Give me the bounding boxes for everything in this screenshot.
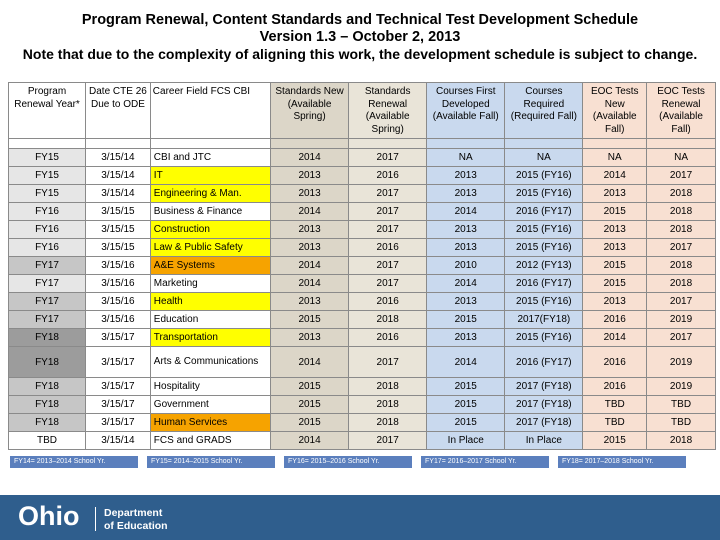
cell-eoc-renewal: 2019 bbox=[647, 378, 716, 396]
table-row bbox=[9, 149, 716, 167]
legend-item: FY15= 2014–2015 School Yr. bbox=[147, 456, 275, 468]
table-row bbox=[9, 239, 716, 257]
cell-standards-new: 2015 bbox=[271, 311, 349, 329]
cell-courses-first: 2015 bbox=[427, 378, 505, 396]
cell-courses-first: 2013 bbox=[427, 221, 505, 239]
cell-date: 3/15/17 bbox=[86, 347, 151, 378]
header-career-field: Career Field FCS CBI bbox=[150, 83, 270, 139]
cell-date: 3/15/15 bbox=[86, 239, 151, 257]
cell-standards-new: 2013 bbox=[271, 329, 349, 347]
table-row bbox=[9, 185, 716, 203]
cell-courses-required: 2016 (FY17) bbox=[505, 347, 583, 378]
cell-standards-new: 2015 bbox=[271, 414, 349, 432]
header-eoc-new: EOC Tests New (Available Fall) bbox=[583, 83, 647, 139]
cell-eoc-renewal: NA bbox=[647, 149, 716, 167]
cell-courses-first: 2015 bbox=[427, 396, 505, 414]
cell-eoc-renewal: 2017 bbox=[647, 329, 716, 347]
legend-item: FY17= 2016–2017 School Yr. bbox=[421, 456, 549, 468]
header-renewal-year: Program Renewal Year* bbox=[9, 83, 86, 139]
cell-year: FY16 bbox=[9, 203, 86, 221]
cell-standards-renewal: 2018 bbox=[349, 414, 427, 432]
cell-eoc-new: 2015 bbox=[583, 275, 647, 293]
cell-eoc-renewal: 2017 bbox=[647, 167, 716, 185]
cell-eoc-new: 2016 bbox=[583, 347, 647, 378]
department-line-2: of Education bbox=[104, 520, 168, 532]
cell-standards-new: 2013 bbox=[271, 185, 349, 203]
cell-eoc-new: 2013 bbox=[583, 293, 647, 311]
cell-courses-first: 2014 bbox=[427, 347, 505, 378]
cell-standards-new: 2014 bbox=[271, 203, 349, 221]
cell-standards-new: 2013 bbox=[271, 221, 349, 239]
cell-year: FY18 bbox=[9, 347, 86, 378]
document-title: Program Renewal, Content Standards and Technical Test Development Schedule bbox=[81, 12, 639, 28]
cell-date: 3/15/14 bbox=[86, 149, 151, 167]
cell-courses-first: 2013 bbox=[427, 185, 505, 203]
cell-date: 3/15/14 bbox=[86, 185, 151, 203]
table-row bbox=[9, 347, 716, 378]
cell-career-field: Business & Finance bbox=[150, 203, 270, 221]
cell-date: 3/15/15 bbox=[86, 221, 151, 239]
cell-eoc-new: 2013 bbox=[583, 239, 647, 257]
table-row bbox=[9, 396, 716, 414]
cell-standards-renewal: 2017 bbox=[349, 203, 427, 221]
cell-courses-first: NA bbox=[427, 149, 505, 167]
cell-eoc-renewal: 2018 bbox=[647, 185, 716, 203]
cell-year: FY17 bbox=[9, 293, 86, 311]
cell-courses-required: 2015 (FY16) bbox=[505, 185, 583, 203]
cell-eoc-new: 2015 bbox=[583, 257, 647, 275]
cell-career-field: Construction bbox=[150, 221, 270, 239]
cell-courses-required: 2017(FY18) bbox=[505, 311, 583, 329]
footer-bar bbox=[0, 495, 720, 540]
cell-year: FY18 bbox=[9, 378, 86, 396]
table-header-row bbox=[9, 83, 716, 139]
cell-courses-first: 2013 bbox=[427, 329, 505, 347]
table-spacer-row bbox=[9, 139, 716, 149]
cell-year: FY18 bbox=[9, 396, 86, 414]
header-courses-required: Courses Required (Required Fall) bbox=[505, 83, 583, 139]
cell-courses-first: 2015 bbox=[427, 311, 505, 329]
cell-career-field: IT bbox=[150, 167, 270, 185]
table-row bbox=[9, 293, 716, 311]
cell-courses-required: 2016 (FY17) bbox=[505, 203, 583, 221]
header-standards-new: Standards New (Available Spring) bbox=[271, 83, 349, 139]
cell-eoc-new: 2016 bbox=[583, 311, 647, 329]
cell-eoc-new: 2013 bbox=[583, 221, 647, 239]
cell-eoc-renewal: TBD bbox=[647, 414, 716, 432]
ohio-logo: Ohio bbox=[18, 501, 80, 531]
cell-date: 3/15/17 bbox=[86, 414, 151, 432]
cell-year: FY15 bbox=[9, 185, 86, 203]
header-date-due: Date CTE 26 Due to ODE bbox=[86, 83, 151, 139]
cell-date: 3/15/17 bbox=[86, 329, 151, 347]
cell-eoc-new: TBD bbox=[583, 396, 647, 414]
cell-date: 3/15/17 bbox=[86, 378, 151, 396]
cell-career-field: A&E Systems bbox=[150, 257, 270, 275]
table-row bbox=[9, 167, 716, 185]
table-row bbox=[9, 378, 716, 396]
cell-courses-required: NA bbox=[505, 149, 583, 167]
cell-courses-required: 2017 (FY18) bbox=[505, 396, 583, 414]
header-eoc-renewal: EOC Tests Renewal (Available Fall) bbox=[647, 83, 716, 139]
cell-eoc-new: 2014 bbox=[583, 167, 647, 185]
document-version: Version 1.3 – October 2, 2013 bbox=[259, 29, 461, 45]
cell-date: 3/15/16 bbox=[86, 293, 151, 311]
fiscal-year-legend bbox=[10, 456, 714, 468]
cell-date: 3/15/16 bbox=[86, 311, 151, 329]
cell-courses-required: 2015 (FY16) bbox=[505, 221, 583, 239]
cell-courses-required: 2015 (FY16) bbox=[505, 167, 583, 185]
cell-courses-first: 2013 bbox=[427, 239, 505, 257]
cell-career-field: CBI and JTC bbox=[150, 149, 270, 167]
cell-eoc-new: 2015 bbox=[583, 432, 647, 450]
cell-standards-renewal: 2018 bbox=[349, 311, 427, 329]
cell-standards-renewal: 2017 bbox=[349, 185, 427, 203]
cell-career-field: Marketing bbox=[150, 275, 270, 293]
legend-item: FY16= 2015–2016 School Yr. bbox=[284, 456, 412, 468]
table-row bbox=[9, 432, 716, 450]
cell-courses-required: In Place bbox=[505, 432, 583, 450]
cell-courses-required: 2017 (FY18) bbox=[505, 378, 583, 396]
document-note: Note that due to the complexity of aligning this work, the development schedule is subject to change. bbox=[22, 46, 698, 62]
schedule-table bbox=[8, 82, 716, 450]
cell-year: FY15 bbox=[9, 167, 86, 185]
cell-standards-new: 2014 bbox=[271, 432, 349, 450]
cell-courses-required: 2016 (FY17) bbox=[505, 275, 583, 293]
cell-eoc-renewal: 2017 bbox=[647, 239, 716, 257]
cell-eoc-new: 2013 bbox=[583, 185, 647, 203]
cell-career-field: FCS and GRADS bbox=[150, 432, 270, 450]
cell-eoc-renewal: 2019 bbox=[647, 347, 716, 378]
cell-year: FY17 bbox=[9, 257, 86, 275]
cell-eoc-renewal: 2018 bbox=[647, 203, 716, 221]
cell-eoc-new: 2015 bbox=[583, 203, 647, 221]
cell-standards-new: 2015 bbox=[271, 378, 349, 396]
table-row bbox=[9, 414, 716, 432]
cell-year: FY16 bbox=[9, 221, 86, 239]
logo-divider bbox=[95, 507, 96, 531]
cell-standards-renewal: 2017 bbox=[349, 432, 427, 450]
cell-career-field: Government bbox=[150, 396, 270, 414]
table-row bbox=[9, 311, 716, 329]
cell-standards-renewal: 2017 bbox=[349, 275, 427, 293]
legend-item: FY18= 2017–2018 School Yr. bbox=[558, 456, 686, 468]
cell-date: 3/15/17 bbox=[86, 396, 151, 414]
cell-eoc-renewal: 2018 bbox=[647, 275, 716, 293]
cell-courses-first: 2013 bbox=[427, 293, 505, 311]
table-row bbox=[9, 221, 716, 239]
cell-courses-required: 2017 (FY18) bbox=[505, 414, 583, 432]
cell-standards-new: 2014 bbox=[271, 149, 349, 167]
cell-year: FY18 bbox=[9, 414, 86, 432]
cell-career-field: Education bbox=[150, 311, 270, 329]
cell-career-field: Human Services bbox=[150, 414, 270, 432]
cell-eoc-renewal: TBD bbox=[647, 396, 716, 414]
cell-courses-required: 2015 (FY16) bbox=[505, 293, 583, 311]
cell-career-field: Hospitality bbox=[150, 378, 270, 396]
header-standards-renewal: Standards Renewal (Available Spring) bbox=[349, 83, 427, 139]
cell-courses-required: 2012 (FY13) bbox=[505, 257, 583, 275]
cell-year: FY15 bbox=[9, 149, 86, 167]
cell-courses-required: 2015 (FY16) bbox=[505, 329, 583, 347]
cell-standards-renewal: 2018 bbox=[349, 378, 427, 396]
cell-standards-new: 2013 bbox=[271, 167, 349, 185]
department-line-1: Department bbox=[104, 507, 163, 519]
cell-year: FY17 bbox=[9, 311, 86, 329]
cell-standards-new: 2015 bbox=[271, 396, 349, 414]
table-row bbox=[9, 203, 716, 221]
cell-standards-new: 2014 bbox=[271, 347, 349, 378]
cell-courses-first: 2015 bbox=[427, 414, 505, 432]
cell-courses-first: 2013 bbox=[427, 167, 505, 185]
cell-career-field: Health bbox=[150, 293, 270, 311]
cell-standards-renewal: 2016 bbox=[349, 329, 427, 347]
cell-eoc-new: 2016 bbox=[583, 378, 647, 396]
cell-courses-required: 2015 (FY16) bbox=[505, 239, 583, 257]
cell-courses-first: 2014 bbox=[427, 275, 505, 293]
cell-eoc-renewal: 2018 bbox=[647, 257, 716, 275]
cell-eoc-renewal: 2018 bbox=[647, 432, 716, 450]
cell-standards-new: 2013 bbox=[271, 239, 349, 257]
cell-date: 3/15/14 bbox=[86, 432, 151, 450]
cell-eoc-new: TBD bbox=[583, 414, 647, 432]
cell-year: FY16 bbox=[9, 239, 86, 257]
cell-eoc-new: NA bbox=[583, 149, 647, 167]
cell-standards-renewal: 2016 bbox=[349, 293, 427, 311]
cell-career-field: Arts & Communications bbox=[150, 347, 270, 378]
table-row bbox=[9, 329, 716, 347]
cell-date: 3/15/16 bbox=[86, 257, 151, 275]
cell-standards-renewal: 2017 bbox=[349, 257, 427, 275]
cell-courses-first: 2010 bbox=[427, 257, 505, 275]
cell-year: TBD bbox=[9, 432, 86, 450]
cell-standards-new: 2014 bbox=[271, 275, 349, 293]
cell-standards-new: 2014 bbox=[271, 257, 349, 275]
cell-date: 3/15/16 bbox=[86, 275, 151, 293]
cell-career-field: Transportation bbox=[150, 329, 270, 347]
cell-standards-renewal: 2017 bbox=[349, 347, 427, 378]
cell-career-field: Law & Public Safety bbox=[150, 239, 270, 257]
cell-standards-renewal: 2016 bbox=[349, 167, 427, 185]
cell-eoc-renewal: 2018 bbox=[647, 221, 716, 239]
cell-year: FY18 bbox=[9, 329, 86, 347]
cell-eoc-new: 2014 bbox=[583, 329, 647, 347]
header-courses-first-developed: Courses First Developed (Available Fall) bbox=[427, 83, 505, 139]
cell-date: 3/15/15 bbox=[86, 203, 151, 221]
cell-year: FY17 bbox=[9, 275, 86, 293]
department-name bbox=[104, 507, 168, 533]
cell-career-field: Engineering & Man. bbox=[150, 185, 270, 203]
table-row bbox=[9, 275, 716, 293]
cell-standards-renewal: 2016 bbox=[349, 239, 427, 257]
legend-item: FY14= 2013–2014 School Yr. bbox=[10, 456, 138, 468]
cell-standards-new: 2013 bbox=[271, 293, 349, 311]
table-row bbox=[9, 257, 716, 275]
cell-date: 3/15/14 bbox=[86, 167, 151, 185]
cell-eoc-renewal: 2019 bbox=[647, 311, 716, 329]
cell-courses-first: In Place bbox=[427, 432, 505, 450]
cell-standards-renewal: 2018 bbox=[349, 396, 427, 414]
cell-standards-renewal: 2017 bbox=[349, 149, 427, 167]
cell-courses-first: 2014 bbox=[427, 203, 505, 221]
cell-standards-renewal: 2017 bbox=[349, 221, 427, 239]
cell-eoc-renewal: 2017 bbox=[647, 293, 716, 311]
